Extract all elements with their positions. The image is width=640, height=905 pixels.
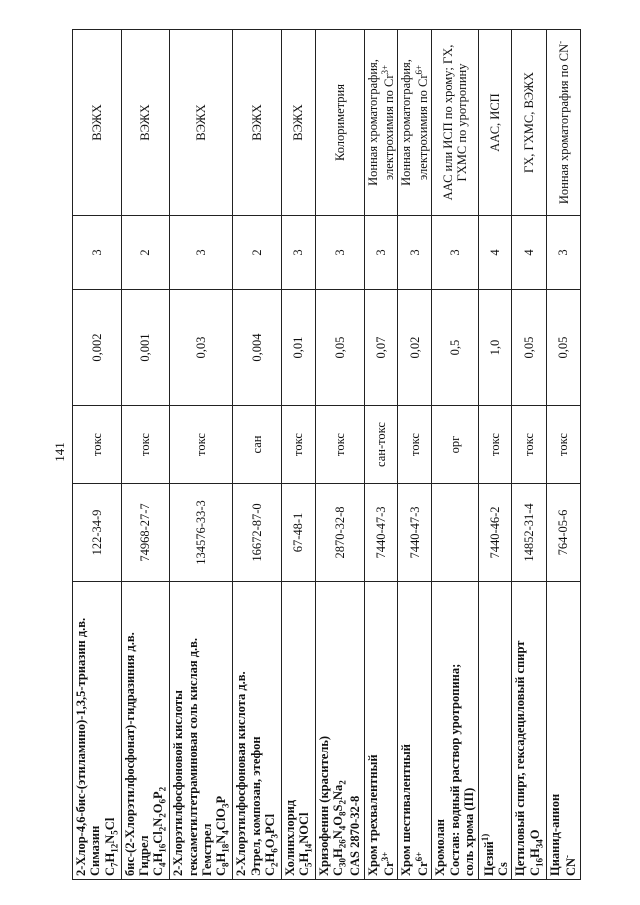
substances-table	[72, 29, 581, 880]
cas-number-cell: 67-48-1	[281, 484, 315, 582]
table-row	[281, 30, 315, 880]
substance-detail: соль хрома (III)	[462, 787, 477, 876]
hazard-indicator-cell: токс	[281, 406, 315, 484]
hazard-class-cell: 3	[170, 216, 233, 290]
substance-name-cell	[73, 582, 122, 880]
hazard-class-cell: 2	[233, 216, 282, 290]
substance-detail: $Cr^{6+}$	[413, 851, 430, 876]
limit-value-cell: 0,002	[73, 290, 122, 406]
limit-value-cell: 0,004	[233, 290, 282, 406]
substance-name-cell	[546, 582, 580, 880]
substance-detail: Гемстрел	[199, 823, 214, 876]
hazard-class-cell: 3	[432, 216, 478, 290]
table-row	[73, 30, 122, 880]
substance-detail: $C_8H_{18}N_4ClO_3P$	[214, 795, 231, 876]
table-row	[364, 30, 398, 880]
hazard-class-cell: 2	[121, 216, 170, 290]
substance-detail: $C_5H_{14}NOCl$	[297, 812, 314, 876]
table-row	[512, 30, 546, 880]
limit-value-cell: 0,02	[398, 290, 432, 406]
cas-number-cell: 14852-31-4	[512, 484, 546, 582]
analysis-method-cell: Ионная хроматография, электрохимия по $Cr^{3+}$	[364, 30, 398, 216]
hazard-class-cell: 3	[73, 216, 122, 290]
cas-number-cell: 16672-87-0	[233, 484, 282, 582]
substance-detail: Состав: водный раствор уротропина;	[447, 663, 462, 876]
substance-name: 2-Хлор-4,6-бис-(этиламино)-1,3,5-триазин д.в.	[74, 617, 88, 876]
cas-number-cell: 7440-47-3	[364, 484, 398, 582]
table-body	[73, 30, 581, 880]
analysis-method-cell: Ионная хроматография, электрохимия по $Cr^{6+}$	[398, 30, 432, 216]
hazard-indicator-cell: токс	[315, 406, 364, 484]
table-row	[121, 30, 170, 880]
table-row	[315, 30, 364, 880]
analysis-method-cell: ВЭЖХ	[233, 30, 282, 216]
substance-name-cell	[432, 582, 478, 880]
table-row	[478, 30, 512, 880]
limit-value-cell: 0,001	[121, 290, 170, 406]
substance-detail: $C_7H_{12}N_5Cl$	[102, 817, 120, 876]
limit-value-cell: 0,03	[170, 290, 233, 406]
analysis-method-cell: ААС или ИСП по хрому; ГХ, ГХМС по уротропину	[432, 30, 478, 216]
substance-name-cell	[281, 582, 315, 880]
substance-name: Хром шестивалентный	[399, 744, 414, 876]
substance-name-cell	[121, 582, 170, 880]
substance-name-cell	[233, 582, 282, 880]
cas-number-cell: 134576-33-3	[170, 484, 233, 582]
hazard-indicator-cell: орг	[432, 406, 478, 484]
limit-value-cell: 0,5	[432, 290, 478, 406]
page-number: 141	[51, 442, 67, 462]
substance-detail: $C_{30}H_{26}N_4O_8S_2Na_2$	[331, 780, 348, 876]
hazard-class-cell: 3	[398, 216, 432, 290]
cas-number-cell: 7440-46-2	[478, 484, 512, 582]
substance-detail: $C_4H_{16}Cl_2N_2O_6P_2$	[151, 786, 168, 876]
hazard-class-cell: 3	[281, 216, 315, 290]
substance-name: Цетиловый спирт, гексадециловый спирт	[513, 640, 528, 876]
hazard-class-cell: 4	[478, 216, 512, 290]
hazard-indicator-cell: токс	[121, 406, 170, 484]
hazard-indicator-cell: токс	[546, 406, 580, 484]
substance-detail: Cs	[496, 862, 511, 876]
substance-detail: $Cr^{3+}$	[379, 851, 397, 876]
table-row	[170, 30, 233, 880]
substance-detail: Гидрел	[136, 835, 151, 876]
limit-value-cell: 1,0	[478, 290, 512, 406]
substance-name-cell	[364, 582, 398, 880]
hazard-class-cell: 3	[546, 216, 580, 290]
substance-detail: $C_2H_6O_3PCl$	[262, 813, 280, 876]
substance-detail: CAS 2870-32-8	[348, 795, 363, 876]
substance-name-cell	[170, 582, 233, 880]
substance-name-cell	[315, 582, 364, 880]
hazard-class-cell: 3	[315, 216, 364, 290]
cas-number-cell: 2870-32-8	[315, 484, 364, 582]
limit-value-cell: 0,01	[281, 290, 315, 406]
limit-value-cell: 0,05	[546, 290, 580, 406]
hazard-indicator-cell: сан	[233, 406, 282, 484]
table-row	[233, 30, 282, 880]
table-row	[546, 30, 580, 880]
hazard-indicator-cell: токс	[170, 406, 233, 484]
substance-name: Хром трехвалентный	[365, 754, 380, 876]
analysis-method-cell: ВЭЖХ	[121, 30, 170, 216]
hazard-class-cell: 3	[364, 216, 398, 290]
hazard-indicator-cell: токс	[512, 406, 546, 484]
cas-number-cell: 764-05-6	[546, 484, 580, 582]
substance-name-cell	[512, 582, 546, 880]
cas-number-cell: 7440-47-3	[398, 484, 432, 582]
substance-name-cell	[478, 582, 512, 880]
hazard-indicator-cell: токс	[398, 406, 432, 484]
substance-name: Цианид-анион	[547, 793, 562, 876]
hazard-indicator-cell: сан-токс	[364, 406, 398, 484]
analysis-method-cell: Колориметрия	[315, 30, 364, 216]
substance-detail: $C_{16}H_{34}O$	[527, 829, 545, 876]
substance-name: Хризофенин (краситель)	[316, 735, 331, 876]
analysis-method-cell: ВЭЖХ	[170, 30, 233, 216]
substance-detail: Симазин	[88, 825, 103, 876]
substance-name: 2-Хлорэтилфосфоновой кислоты гексаметилтетраминовая соль кислая д.в.	[171, 637, 200, 876]
limit-value-cell: 0,05	[315, 290, 364, 406]
cas-number-cell	[432, 484, 478, 582]
substance-name-cell	[398, 582, 432, 880]
cas-number-cell: 122-34-9	[73, 484, 122, 582]
hazard-indicator-cell: токс	[73, 406, 122, 484]
analysis-method-cell: Ионная хроматография по CN-	[546, 30, 580, 216]
analysis-method-cell: ВЭЖХ	[281, 30, 315, 216]
hazard-class-cell: 4	[512, 216, 546, 290]
substance-detail: CN-	[562, 854, 579, 876]
substance-name: Хромолан	[433, 819, 448, 876]
analysis-method-cell: ГХ, ГХМС, ВЭЖХ	[512, 30, 546, 216]
rotated-table-container	[72, 30, 640, 880]
analysis-method-cell: ААС, ИСП	[478, 30, 512, 216]
analysis-method-cell: ВЭЖХ	[73, 30, 122, 216]
substance-name: Цезий$^{1)}$	[479, 833, 496, 876]
substance-name: бис-(2-Хлорэтилфосфонат)-гидразиния д.в.	[122, 632, 137, 876]
cas-number-cell: 74968-27-7	[121, 484, 170, 582]
table-row	[398, 30, 432, 880]
limit-value-cell: 0,07	[364, 290, 398, 406]
substance-name: Холинхлорид	[282, 799, 297, 876]
substance-name: 2-Хлорэтилфосфоновая кислота д.в.	[234, 671, 249, 876]
limit-value-cell: 0,05	[512, 290, 546, 406]
substance-detail: Этрел, композан, этефон	[248, 736, 263, 876]
hazard-indicator-cell: токс	[478, 406, 512, 484]
table-row	[432, 30, 478, 880]
